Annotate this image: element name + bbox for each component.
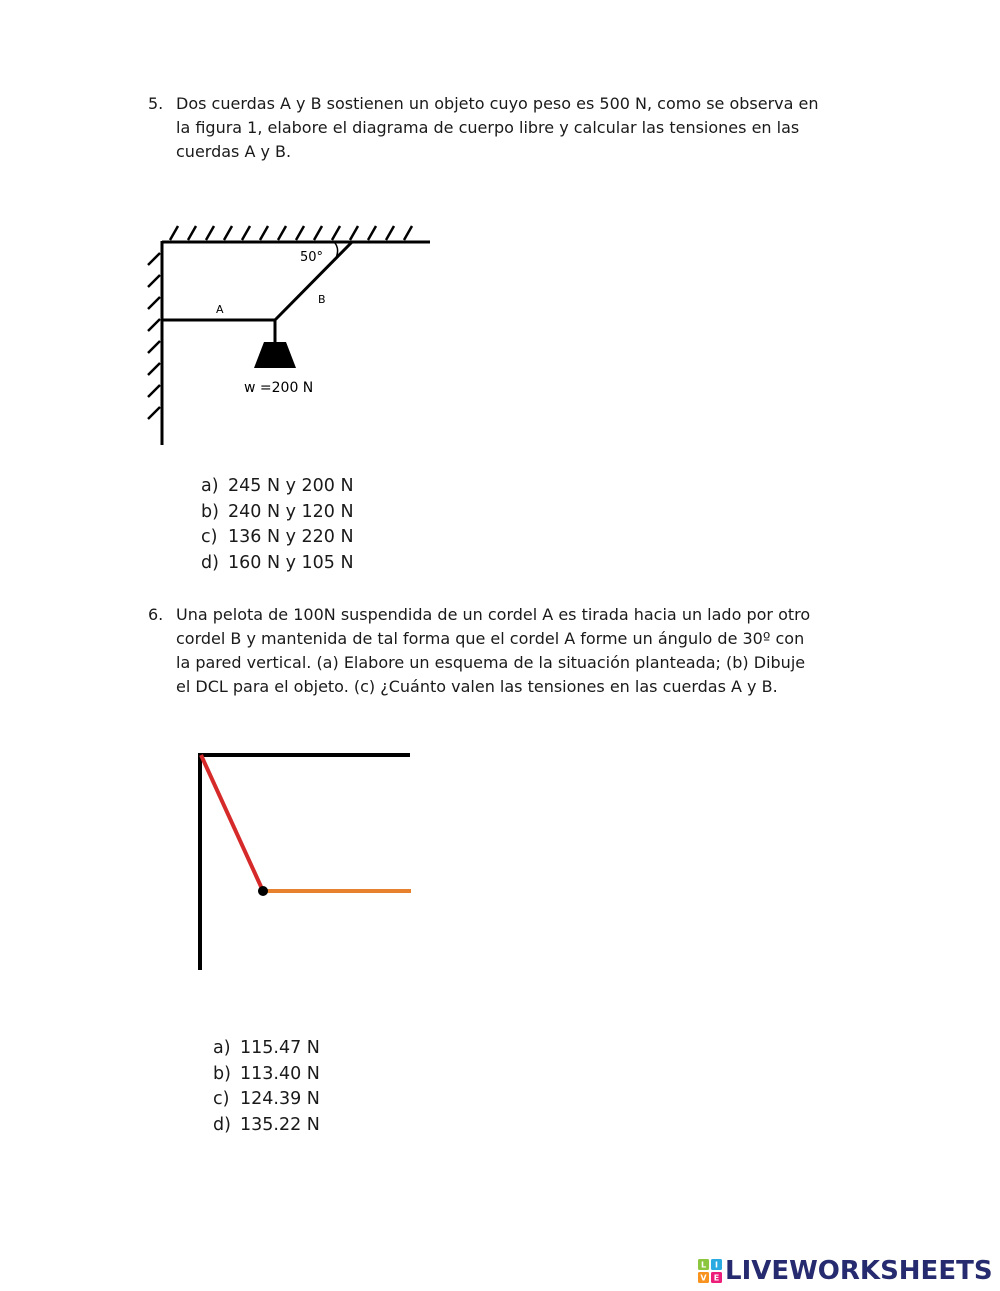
logo-letter: V <box>700 1273 707 1283</box>
figure-2-diagram <box>190 745 420 975</box>
option-item <box>213 1087 320 1113</box>
option-item <box>213 1062 320 1088</box>
question-5-line: la figura 1, elabore el diagrama de cuerpo libre y calcular las tensiones en las <box>176 118 800 137</box>
option-item <box>201 551 354 577</box>
option-item <box>213 1113 320 1139</box>
logo-letter: E <box>713 1273 720 1283</box>
option-text: 240 N y 120 N <box>228 501 354 522</box>
option-text: 113.40 N <box>240 1063 320 1084</box>
option-text: 160 N y 105 N <box>228 553 354 574</box>
question-6-line: el DCL para el objeto. (c) ¿Cuánto valen las tensiones en las cuerdas A y B. <box>176 677 778 696</box>
option-letter: d) <box>213 1115 231 1136</box>
question-5-line: Dos cuerdas A y B sostienen un objeto cuyo peso es 500 N, como se observa en <box>176 94 819 113</box>
logo-grid-icon <box>698 1259 722 1283</box>
ceiling-hatching <box>170 226 412 240</box>
option-item <box>213 1036 320 1062</box>
rope-b-label: B <box>318 293 326 306</box>
question-6-number: 6. <box>148 605 164 624</box>
angle-label: 50° <box>300 250 324 265</box>
question-6-options <box>213 1036 320 1139</box>
option-text: 115.47 N <box>240 1038 320 1058</box>
question-5-text <box>176 92 876 164</box>
weight-block <box>254 342 296 368</box>
option-letter: b) <box>201 501 219 522</box>
option-text: 245 N y 200 N <box>228 476 354 496</box>
option-letter: d) <box>201 553 219 574</box>
question-5-line: cuerdas A y B. <box>176 142 292 161</box>
wall-hatching <box>148 253 160 419</box>
weight-label: w =200 N <box>244 380 314 396</box>
question-6-text <box>176 603 876 699</box>
option-text: 124.39 N <box>240 1089 320 1110</box>
option-letter: c) <box>213 1089 230 1110</box>
question-6-line: cordel B y mantenida de tal forma que el cordel A forme un ángulo de 30º con <box>176 629 805 648</box>
angle-arc <box>334 242 338 258</box>
liveworksheets-logo[interactable] <box>698 1256 993 1286</box>
rope-a-label: A <box>216 303 224 316</box>
option-letter: a) <box>213 1038 231 1058</box>
logo-text: LIVEWORKSHEETS <box>725 1256 993 1286</box>
logo-letter: L <box>700 1260 707 1270</box>
option-text: 136 N y 220 N <box>228 527 354 548</box>
question-5-options <box>201 474 354 577</box>
ball <box>258 886 268 896</box>
question-6-line: Una pelota de 100N suspendida de un cordel A es tirada hacia un lado por otro <box>176 605 811 624</box>
question-6-line: la pared vertical. (a) Elabore un esquema de la situación planteada; (b) Dibuje <box>176 653 806 672</box>
option-text: 135.22 N <box>240 1115 320 1136</box>
option-letter: c) <box>201 527 218 548</box>
option-item <box>201 474 354 500</box>
question-5-number: 5. <box>148 94 164 113</box>
option-item <box>201 525 354 551</box>
option-letter: a) <box>201 476 219 496</box>
logo-letter: I <box>715 1260 718 1270</box>
option-item <box>201 500 354 526</box>
figure-1-diagram <box>140 215 440 450</box>
rope-a <box>201 755 263 891</box>
option-letter: b) <box>213 1063 231 1084</box>
